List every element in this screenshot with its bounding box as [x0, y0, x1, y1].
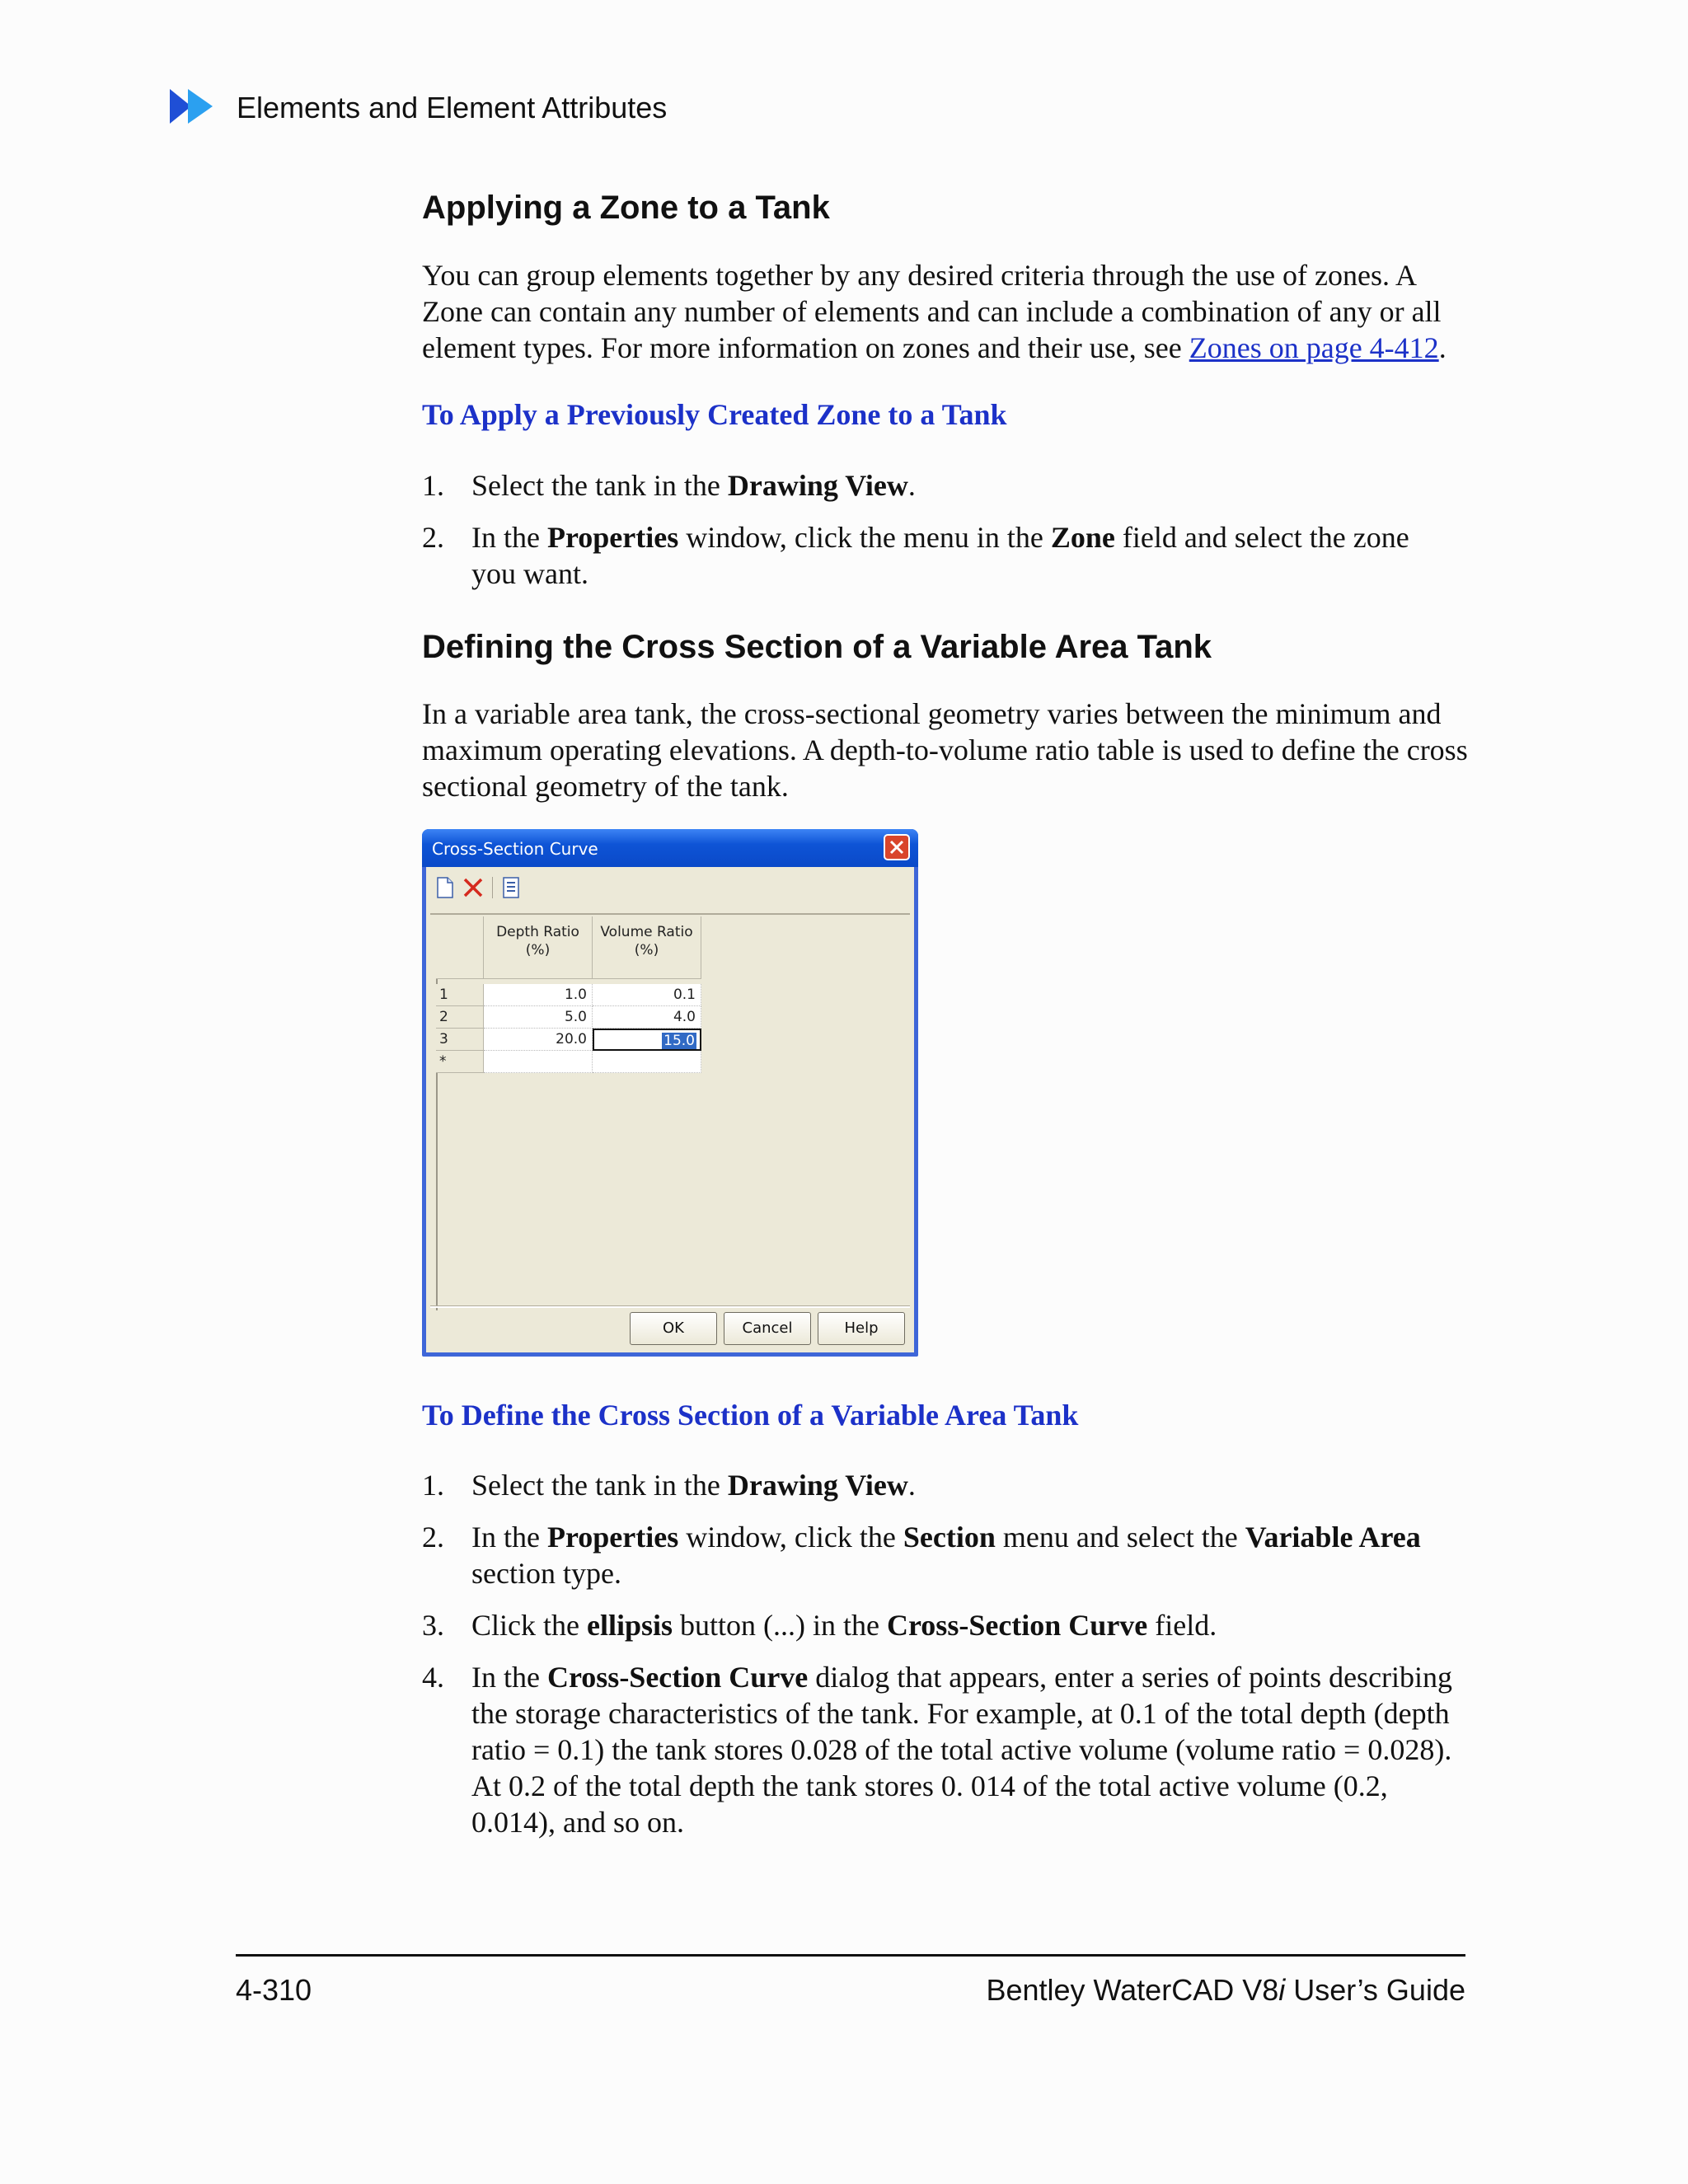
dialog-titlebar[interactable]	[422, 829, 918, 867]
list-item	[422, 1467, 1461, 1503]
chapter-title: Elements and Element Attributes	[237, 91, 668, 124]
paragraph-text: You can group elements together by any desired criteria through the use of zones. A Zone can contain any number of elements and can include a combination of any or all element types. For more information on zones and their use, see	[422, 259, 1442, 364]
help-button[interactable]: Help	[818, 1312, 905, 1345]
zones-link[interactable]: Zones on page 4-412	[1189, 331, 1439, 364]
list-item	[422, 1519, 1461, 1591]
step-number: 4.	[422, 1661, 444, 1694]
step-text: In the Properties window, click the Section menu and select the Variable Area section type.	[471, 1521, 1421, 1590]
report-icon[interactable]	[499, 875, 523, 900]
step-number: 1.	[422, 1469, 444, 1502]
depth-cell[interactable]: 5.0	[484, 1006, 593, 1029]
step-text: In the Properties window, click the menu in the Zone field and select the zone you want.	[471, 521, 1409, 590]
new-icon[interactable]	[433, 875, 457, 900]
procedure-title-define-cross-section: To Define the Cross Section of a Variable Area Tank	[422, 1399, 1079, 1432]
depth-cell[interactable]	[484, 1051, 593, 1073]
close-icon	[885, 836, 908, 859]
dialog-title: Cross-Section Curve	[432, 839, 598, 859]
step-number: 2.	[422, 521, 444, 554]
step-number: 3.	[422, 1609, 444, 1642]
corner-cell[interactable]	[436, 916, 484, 979]
step-number: 1.	[422, 469, 444, 502]
step-text: Select the tank in the Drawing View.	[471, 1469, 916, 1502]
footer-rule	[236, 1954, 1465, 1957]
list-item	[422, 467, 1461, 504]
volume-cell[interactable]: 4.0	[593, 1006, 701, 1029]
button-area-separator	[430, 1305, 910, 1308]
depth-cell[interactable]: 20.0	[484, 1029, 593, 1051]
list-item	[422, 519, 1461, 592]
step-text: In the Cross-Section Curve dialog that appears, enter a series of points describing the storage characteristics of the tank. For example, at 0.1 of the total depth (depth ratio = 0.1) the tank stores 0.028 of the total active volume (volume ratio = 0.028). At 0.2 of the total depth the tank stores 0. 014 of the total active volume (0.2, 0.014), and so on.	[471, 1661, 1453, 1839]
volume-cell[interactable]	[593, 1051, 701, 1073]
chapter-arrow-icon	[170, 89, 221, 124]
procedure-title-apply-zone: To Apply a Previously Created Zone to a Tank	[422, 398, 1007, 431]
curve-table[interactable]	[436, 916, 706, 1068]
column-header-depth[interactable]: Depth Ratio (%)	[484, 916, 593, 979]
toolbar-divider	[492, 877, 493, 898]
list-item	[422, 1659, 1461, 1840]
new-row-header[interactable]: *	[436, 1051, 484, 1073]
step-text: Select the tank in the Drawing View.	[471, 469, 916, 502]
step-text: Click the ellipsis button (...) in the Cross-Section Curve field.	[471, 1609, 1217, 1642]
toolbar-separator	[430, 913, 910, 915]
cross-section-intro-paragraph: In a variable area tank, the cross-sectional geometry varies between the minimum and maximum operating elevations. A depth-to-volume ratio table is used to define the cross sectional geometry of the tank.	[422, 697, 1468, 803]
close-button[interactable]	[884, 834, 910, 860]
ok-button[interactable]: OK	[630, 1312, 717, 1345]
row-header[interactable]: 1	[436, 984, 484, 1006]
cancel-button[interactable]: Cancel	[724, 1312, 811, 1345]
selected-value[interactable]: 15.0	[663, 1033, 695, 1049]
dialog-body	[426, 867, 914, 1352]
volume-cell[interactable]: 0.1	[593, 984, 701, 1006]
paragraph-end: .	[1438, 331, 1447, 364]
list-item	[422, 1607, 1461, 1643]
section-heading-cross-section: Defining the Cross Section of a Variable Area Tank	[422, 629, 1212, 665]
zone-intro-paragraph	[422, 257, 1469, 366]
step-number: 2.	[422, 1521, 444, 1554]
delete-icon[interactable]	[461, 875, 485, 900]
guide-title: Bentley WaterCAD V8i User’s Guide	[986, 1973, 1465, 2007]
section-heading-zone: Applying a Zone to a Tank	[422, 190, 830, 226]
row-header[interactable]: 3	[436, 1029, 484, 1051]
row-header[interactable]: 2	[436, 1006, 484, 1029]
volume-cell-editing[interactable]	[593, 1029, 701, 1051]
depth-cell[interactable]: 1.0	[484, 984, 593, 1006]
page-number: 4-310	[236, 1973, 312, 2007]
cross-section-curve-dialog	[422, 829, 918, 1357]
column-header-volume[interactable]: Volume Ratio (%)	[593, 916, 701, 979]
